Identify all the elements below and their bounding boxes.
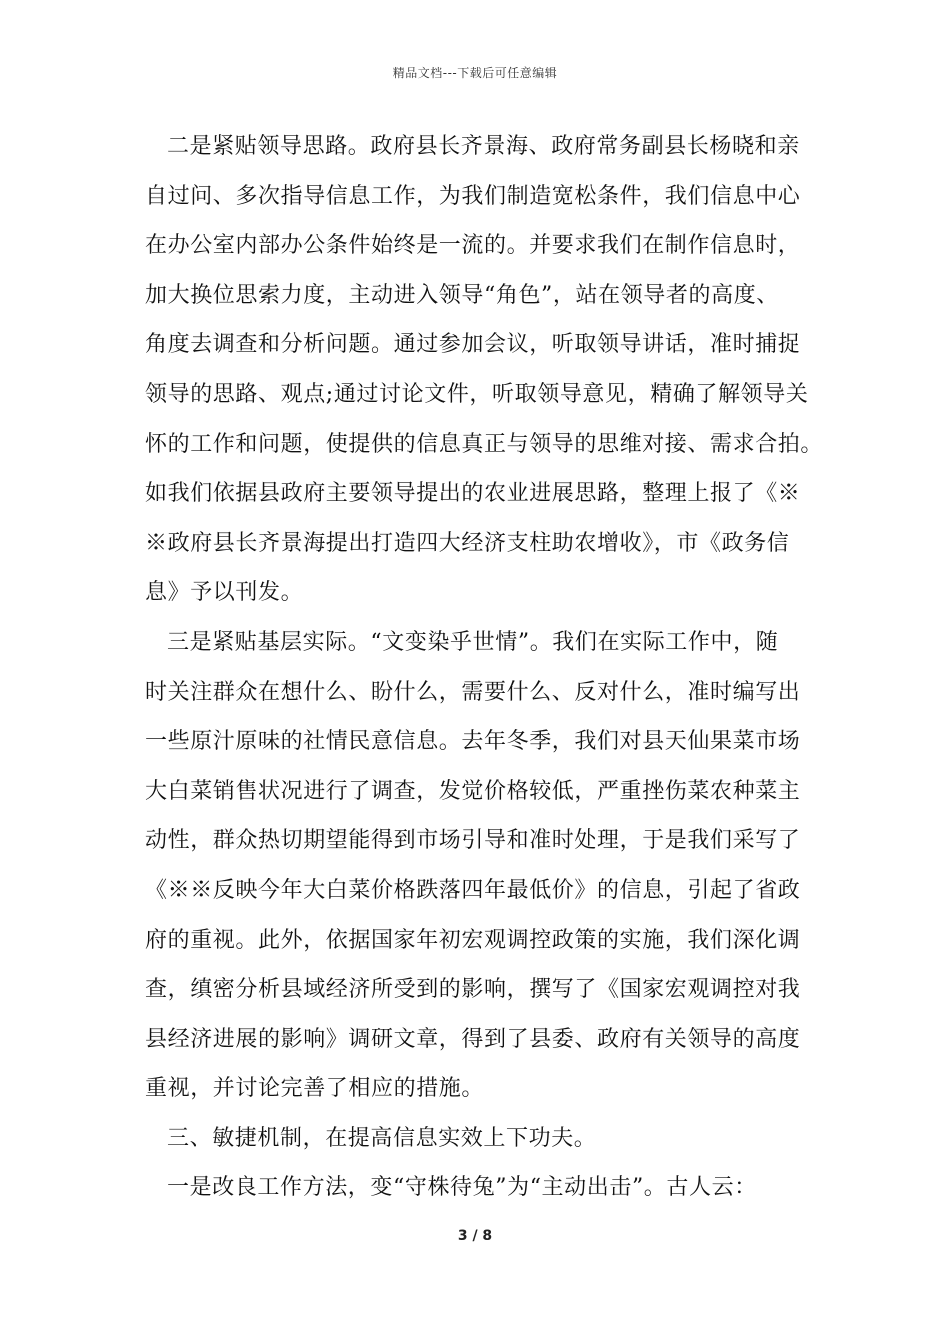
paragraph-line: ※政府县长齐景海提出打造四大经济支柱助农增收》，市《政务信 <box>145 530 790 556</box>
paragraph-line: 县经济进展的影响》调研文章，得到了县委、政府有关领导的高度 <box>145 1026 801 1052</box>
paragraph-line: 三是紧贴基层实际。“文变染乎世情”。我们在实际工作中，随 <box>167 629 779 655</box>
paragraph-line: 大白菜销售状况进行了调查，发觉价格较低，严重挫伤菜农种菜主 <box>145 778 801 804</box>
paragraph-line: 《※※反映今年大白菜价格跌落四年最低价》的信息，引起了省政 <box>145 877 801 903</box>
paragraph-line: 怀的工作和问题，使提供的信息真正与领导的思维对接、需求合拍。 <box>145 431 824 457</box>
paragraph-line: 二是紧贴领导思路。政府县长齐景海、政府常务副县长杨晓和亲 <box>167 134 800 159</box>
paragraph-line: 时关注群众在想什么、盼什么，需要什么、反对什么，准时编写出 <box>145 679 801 705</box>
paragraph-line: 息》予以刊发。 <box>145 580 304 606</box>
paragraph-line: 查，缜密分析县域经济所受到的影响，撰写了《国家宏观调控对我 <box>145 977 801 1003</box>
paragraph-line: 一是改良工作方法，变“守株待兔”为“主动出击”。古人云： <box>167 1175 757 1201</box>
paragraph-line: 在办公室内部办公条件始终是一流的。并要求我们在制作信息时， <box>145 233 801 259</box>
paragraph-line: 角度去调查和分析问题。通过参加会议，听取领导讲话，准时捕捉 <box>145 332 801 358</box>
paragraph-line: 府的重视。此外，依据国家年初宏观调控政策的实施，我们深化调 <box>145 927 801 953</box>
paragraph-line: 加大换位思索力度，主动进入领导“角色”，站在领导者的高度、 <box>145 282 779 308</box>
page-header: 精品文档---下载后可任意编辑 <box>392 66 558 80</box>
section-heading: 三、敏捷机制，在提高信息实效上下功夫。 <box>167 1125 597 1151</box>
paragraph-line: 重视，并讨论完善了相应的措施。 <box>145 1076 485 1102</box>
paragraph-line: 领导的思路、观点;通过讨论文件，听取领导意见，精确了解领导关 <box>145 381 809 407</box>
body-text <box>145 122 825 1213</box>
paragraph-line: 如我们依据县政府主要领导提出的农业进展思路，整理上报了《※ <box>145 481 801 507</box>
page-number: 3 / 8 <box>457 1228 493 1244</box>
paragraph-line: 动性，群众热切期望能得到市场引导和准时处理，于是我们采写了 <box>145 828 801 854</box>
paragraph-line: 一些原汁原味的社情民意信息。去年冬季，我们对县天仙果菜市场 <box>145 729 801 755</box>
paragraph-line: 自过问、多次指导信息工作，为我们制造宽松条件，我们信息中心 <box>145 183 801 209</box>
